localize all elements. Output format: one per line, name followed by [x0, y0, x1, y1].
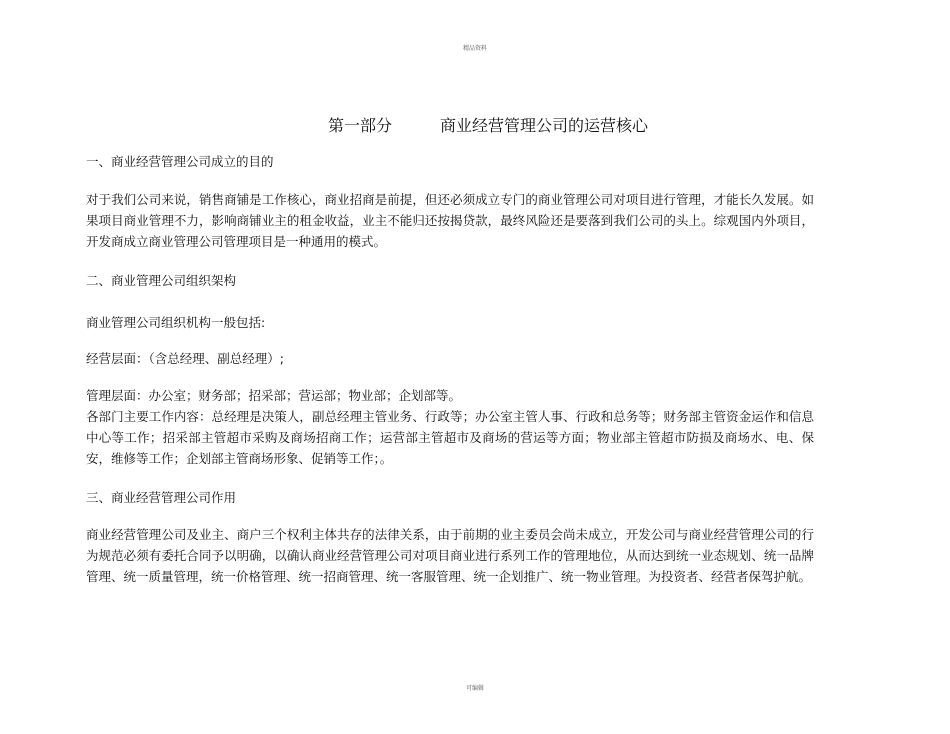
management-level-line: 经营层面：（含总经理、副总经理）;	[86, 351, 284, 366]
section-1-heading: 一、商业经营管理公司成立的目的	[86, 154, 274, 169]
header-note: 精品资料	[462, 45, 487, 52]
department-duties-paragraph: 各部门主要工作内容：总经理是决策人，副总经理主管业务、行政等；办公室主管人事、行政和总务等；财务部主管资金运作和信息中心等工作；招采部主管超市采购及商场招商工作；运营部主管超市及商场的营运等方面；物业部主管超市防损及商场水、电、保安，维修等工作；企划部主管商场形象、促销等工作；。	[86, 409, 814, 466]
admin-level-line: 管理层面：办公室；财务部；招采部；营运部；物业部；企划部等。	[86, 388, 462, 403]
section-2-heading: 二、商业管理公司组织架构	[86, 273, 237, 288]
footer-note: 可编辑	[465, 685, 484, 692]
document-title: 第一部分 商业经营管理公司的运营核心	[327, 116, 648, 135]
section-2-intro: 商业管理公司组织机构一般包括:	[86, 315, 266, 330]
section-1-paragraph: 对于我们公司来说，销售商铺是工作核心，商业招商是前提，但还必须成立专门的商业管理公司对项目进行管理，才能长久发展。如果项目商业管理不力，影响商铺业主的租金收益，业主不能归还按揭贷款，最终风险还是要落到我们公司的头上。综观国内外项目，开发商成立商业管理公司管理项目是一种通用的模式。	[86, 192, 814, 249]
section-3-paragraph: 商业经营管理公司及业主、商户三个权利主体共存的法律关系，由于前期的业主委员会尚未成立，开发公司与商业经营管理公司的行为规范必须有委托合同予以明确，以确认商业经营管理公司对项目商业进行系列工作的管理地位，从而达到统一业态规划、统一品牌管理、统一质量管理，统一价格管理、统一招商管理、统一客服管理、统一企划推广、统一物业管理。为投资者、经营者保驾护航。	[86, 527, 814, 584]
section-3-heading: 三、商业经营管理公司作用	[86, 490, 237, 505]
